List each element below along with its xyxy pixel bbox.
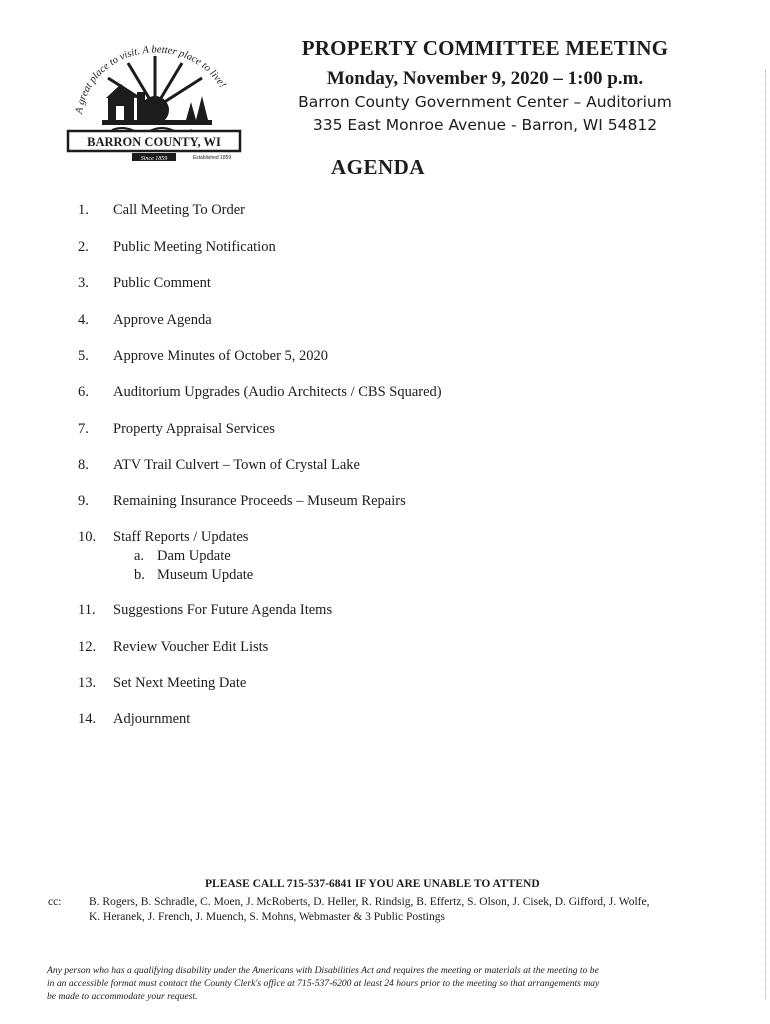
cc-recipients-line: K. Heranek, J. French, J. Muench, S. Mohns, Webmaster & 3 Public Postings [89, 911, 445, 923]
agenda-item-number: 12. [78, 639, 97, 655]
agenda-subitem-text: Museum Update [157, 567, 254, 583]
agenda-item-number: 8. [78, 457, 89, 473]
meeting-venue: Barron County Government Center – Auditorium [298, 93, 672, 111]
agenda-item-number: 6. [78, 384, 89, 400]
attendance-notice: PLEASE CALL 715-537-6841 IF YOU ARE UNABLE TO ATTEND [205, 878, 540, 890]
agenda-item-text: Approve Agenda [113, 312, 212, 328]
agenda-item-number: 5. [78, 348, 89, 364]
meeting-address: 335 East Monroe Avenue - Barron, WI 54812 [312, 116, 658, 134]
agenda-item-number: 4. [78, 312, 89, 328]
agenda-item-number: 10. [78, 529, 97, 545]
agenda-item-number: 2. [78, 239, 89, 255]
agenda-item-text: Set Next Meeting Date [113, 675, 247, 691]
seal-established: Established 1859 [192, 155, 232, 161]
agenda-heading: AGENDA [330, 155, 425, 179]
agenda-item-text: Property Appraisal Services [113, 421, 275, 437]
barron-county-seal [62, 36, 248, 166]
agenda-item-text: Adjournment [113, 711, 191, 727]
meeting-date: Monday, November 9, 2020 – 1:00 p.m. [326, 68, 644, 89]
meeting-title: PROPERTY COMMITTEE MEETING [301, 36, 669, 60]
agenda-subitem-letter: a. [134, 548, 145, 564]
seal-since: Since 1859 [140, 156, 168, 162]
cc-label: cc: [48, 896, 62, 908]
agenda-item-text: Review Voucher Edit Lists [113, 639, 269, 655]
agenda-item-text: Public Comment [113, 275, 211, 291]
ada-disclaimer-line: be made to accommodate your request. [47, 991, 198, 1002]
agenda-item-text: Approve Minutes of October 5, 2020 [113, 348, 329, 364]
agenda-subitem-text: Dam Update [157, 548, 231, 564]
agenda-item-text: Suggestions For Future Agenda Items [113, 602, 333, 618]
agenda-item-text: Auditorium Upgrades (Audio Architects / CBS Squared) [113, 384, 442, 400]
agenda-item-text: Staff Reports / Updates [113, 529, 249, 545]
agenda-item-number: 11. [78, 602, 96, 618]
agenda-item-number: 3. [78, 275, 89, 291]
agenda-item-text: ATV Trail Culvert – Town of Crystal Lake [113, 457, 360, 473]
agenda-item-text: Remaining Insurance Proceeds – Museum Repairs [113, 493, 406, 509]
agenda-item-number: 1. [78, 202, 89, 218]
agenda-item-number: 14. [78, 711, 97, 727]
ada-disclaimer-line: in an accessible format must contact the County Clerk's office at 715-537-6200 at least 24 hours prior to the meeting so that arrangements may [47, 978, 600, 989]
cc-recipients-line: B. Rogers, B. Schradle, C. Moen, J. McRoberts, D. Heller, R. Rindsig, B. Effertz, S. Olson, J. Cisek, D. Gifford, J. Wolfe, [89, 896, 650, 908]
agenda-item-text: Public Meeting Notification [113, 239, 276, 255]
agenda-item-number: 7. [78, 421, 89, 437]
agenda-subitem-letter: b. [134, 567, 145, 583]
agenda-item-text: Call Meeting To Order [113, 202, 246, 218]
seal-banner: BARRON COUNTY, WI [87, 135, 221, 149]
seal-arc-text: A great place to visit. A better place to live! [74, 44, 228, 115]
ada-disclaimer-line: Any person who has a qualifying disability under the Americans with Disabilities Act and requires the meeting or materials at the meeting to be [47, 965, 599, 976]
agenda-item-number: 9. [78, 493, 89, 509]
agenda-item-number: 13. [78, 675, 97, 691]
scan-margin-edge [764, 70, 766, 1000]
